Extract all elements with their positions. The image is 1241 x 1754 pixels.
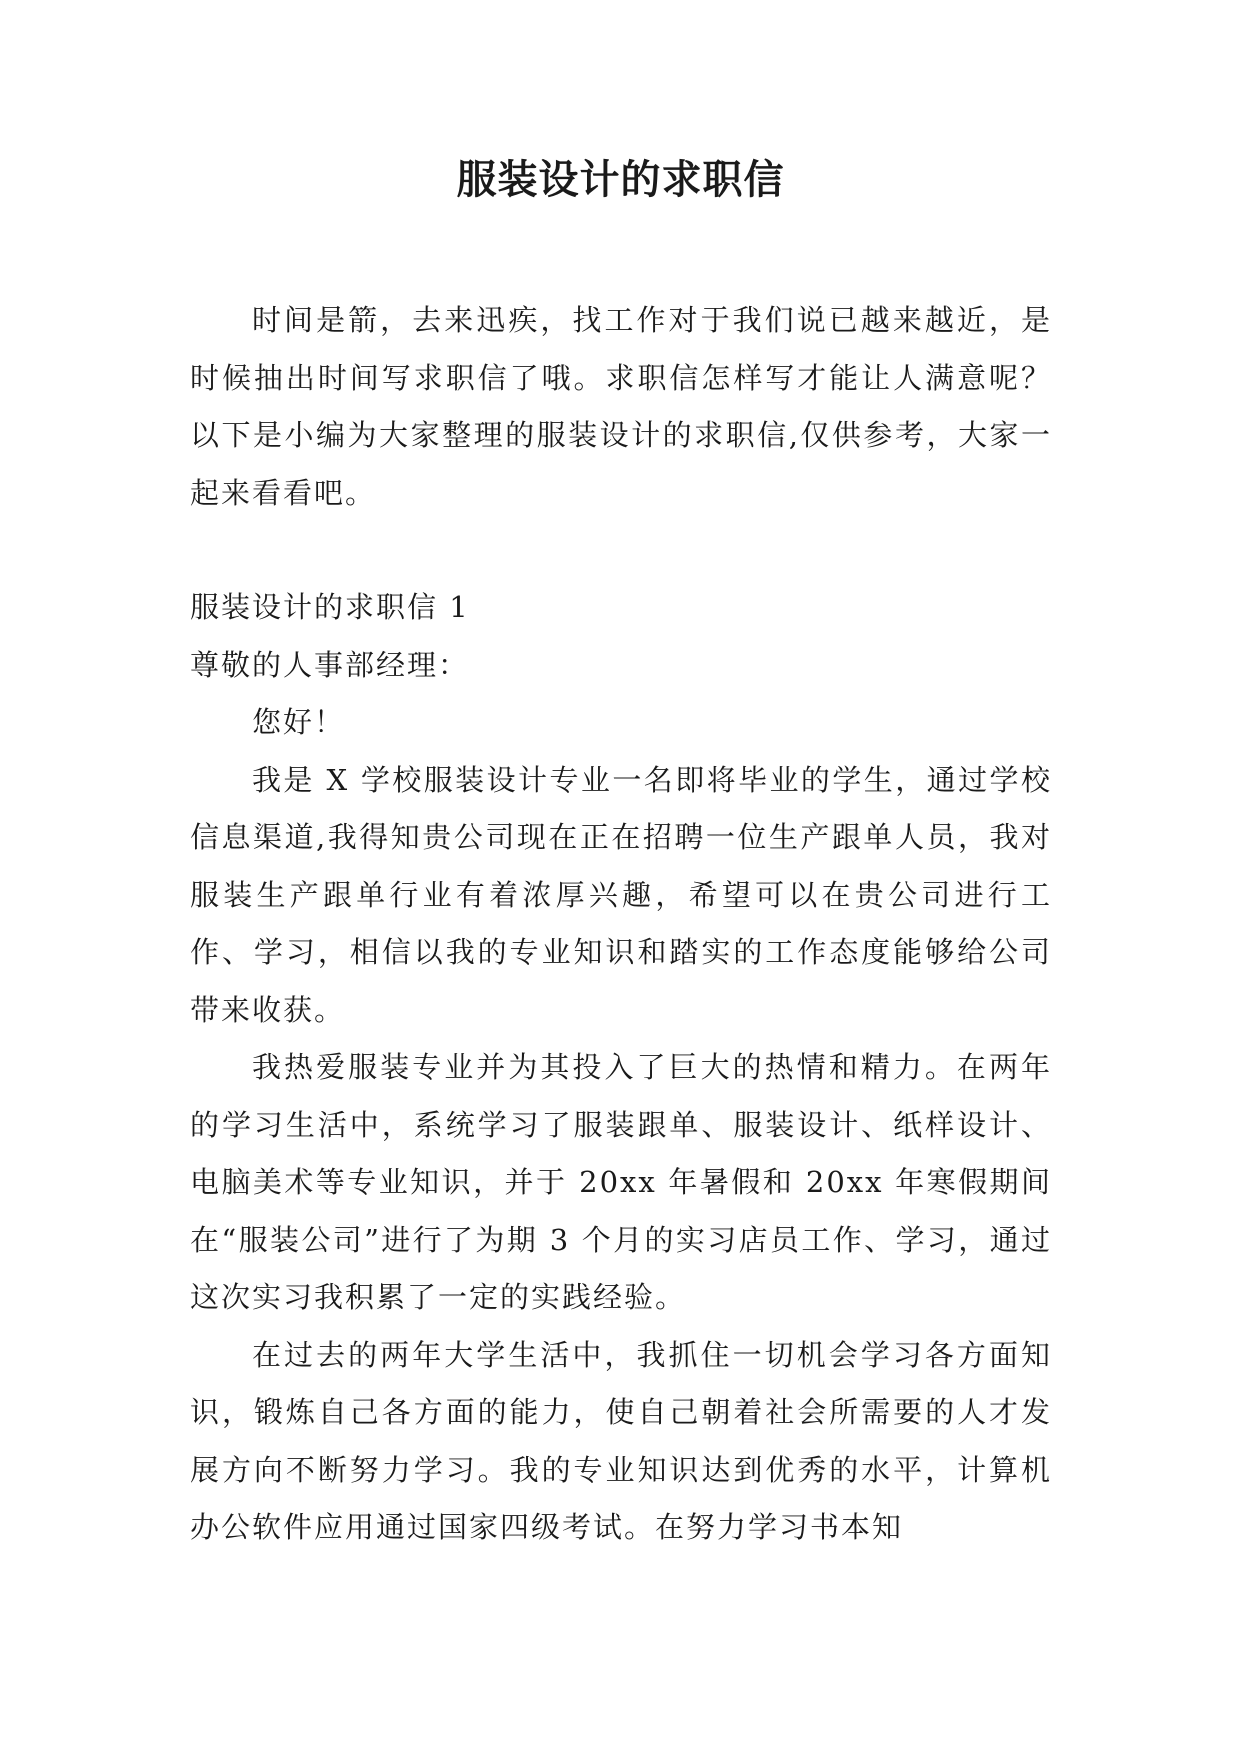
- salutation: 尊敬的人事部经理：: [190, 647, 470, 682]
- body-paragraph-1: 我是 X 学校服装设计专业一名即将毕业的学生，通过学校信息渠道,我得知贵公司现在正在招聘一位生产跟单人员，我对服装生产跟单行业有着浓厚兴趣，希望可以在贵公司进行工作、学习，相信以我的专业知识和踏实的工作态度能够给公司带来收获。: [190, 762, 1052, 1027]
- document-body: [190, 292, 1052, 1557]
- paragraph-gap: [190, 522, 1052, 579]
- section-title: 服装设计的求职信 1: [190, 590, 470, 624]
- body-paragraph-2: 我热爱服装专业并为其投入了巨大的热情和精力。在两年的学习生活中，系统学习了服装跟单、服装设计、纸样设计、电脑美术等专业知识，并于 20xx 年暑假和 20xx 年寒假期间在“服装公司”进行了为期 3 个月的实习店员工作、学习，通过这次实习我积累了一定的实践经验。: [190, 1050, 1052, 1314]
- body-paragraph-3: 在过去的两年大学生活中，我抓住一切机会学习各方面知识，锻炼自己各方面的能力，使自己朝着社会所需要的人才发展方向不断努力学习。我的专业知识达到优秀的水平，计算机办公软件应用通过国家四级考试。在努力学习书本知: [190, 1337, 1052, 1544]
- greeting: 您好！: [252, 705, 346, 739]
- document-title: 服装设计的求职信: [456, 156, 785, 203]
- intro-paragraph: 时间是箭，去来迅疾，找工作对于我们说已越来越近，是时候抽出时间写求职信了哦。求职信怎样写才能让人满意呢？以下是小编为大家整理的服装设计的求职信,仅供参考，大家一起来看看吧。: [190, 303, 1052, 510]
